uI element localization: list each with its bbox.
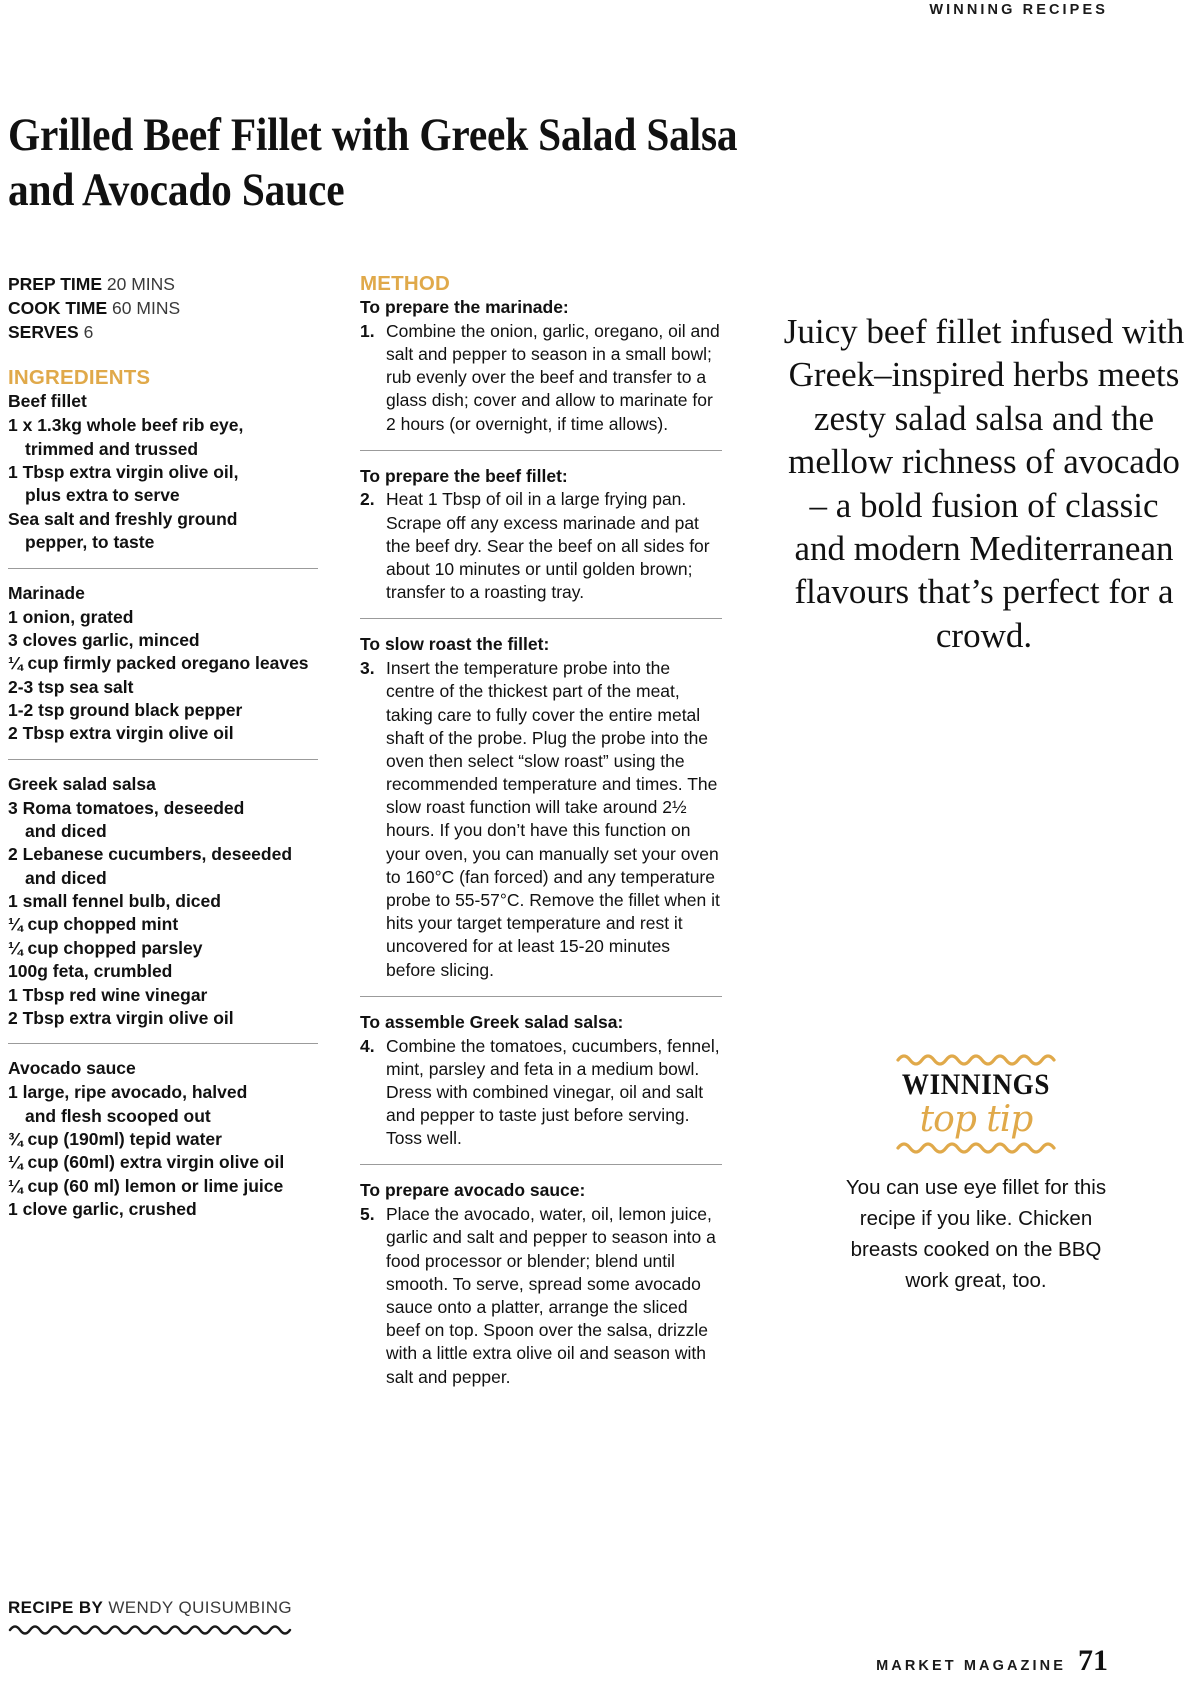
ingredient-item-line: 2-3 tsp sea salt <box>8 676 134 697</box>
ingredient-item-line: 1 x 1.3kg whole beef rib eye, <box>8 415 244 436</box>
wave-divider-credit-icon <box>8 1621 296 1635</box>
ingredient-item <box>8 913 318 936</box>
ingredient-item-line: and flesh scooped out <box>25 1105 211 1126</box>
method-heading: METHOD <box>360 272 451 295</box>
method-steps <box>360 296 722 1389</box>
ingredient-item-line: and diced <box>25 867 107 888</box>
ingredient-item-line: plus extra to serve <box>25 485 180 506</box>
ingredient-item <box>8 461 318 508</box>
pull-quote: Juicy beef fillet infused with Greek–inspired herbs meets zesty salad salsa and the mellow richness of avocado – a bold fusion of classic and modern Mediterranean flavours that’s perfect for a crowd. <box>783 312 1185 655</box>
ingredient-item <box>8 414 318 461</box>
ingredients-divider <box>8 759 318 760</box>
method-step-number: 2. <box>360 489 375 510</box>
ingredient-group-title: Greek salad salsa <box>8 773 156 794</box>
method-step-title: To prepare the marinade: <box>360 297 569 317</box>
ingredient-item-line: 2 Tbsp extra virgin olive oil <box>8 1007 234 1028</box>
ingredient-item-line: 1 large, ripe avocado, halved <box>8 1082 248 1103</box>
ingredient-item-line: Sea salt and freshly ground <box>8 508 238 529</box>
ingredient-item <box>8 699 318 722</box>
ingredient-item-line: 3 cloves garlic, minced <box>8 629 200 650</box>
method-step-body: Insert the temperature probe into the centre of the thickest part of the meat, taking care to fully cover the entire metal shaft of the probe. Plug the probe into the oven then select “slow roast” using the recommended temperature and times. The slow roast function will take around 2½ hours. If you don’t have this function on your oven, you can manually set your oven to 160°C (fan forced) and any temperature probe to 55-57°C. Remove the fillet when it hits your target temperature and rest it uncovered for at least 15-20 minutes before slicing. <box>386 658 720 980</box>
ingredients-column <box>8 272 318 1221</box>
ingredient-item-line: 1 Tbsp extra virgin olive oil, <box>8 462 239 483</box>
method-step-title: To prepare the beef fillet: <box>360 465 568 486</box>
prep-time-line <box>8 272 318 296</box>
serves-label: SERVES <box>8 322 79 343</box>
page-number: 71 <box>1078 1644 1108 1677</box>
page-title <box>8 108 800 217</box>
cook-time-line <box>8 296 318 320</box>
ingredient-item-line: ¼ cup firmly packed oregano leaves <box>8 653 309 674</box>
ingredient-item-line: pepper, to taste <box>25 532 155 553</box>
top-tip-script-label: top tip <box>919 1098 1033 1140</box>
method-step-title: To slow roast the fillet: <box>360 634 550 655</box>
wave-divider-bottom-icon <box>896 1138 1056 1154</box>
ingredient-item <box>8 1128 318 1151</box>
ingredient-item-line: ¼ cup chopped parsley <box>8 937 203 958</box>
running-head: WINNING RECIPES <box>929 2 1108 18</box>
ingredient-item <box>8 606 318 629</box>
content-columns <box>8 272 1192 1532</box>
method-step-body: Combine the onion, garlic, oregano, oil and salt and pepper to season in a small bowl; rub evenly over the beef and transfer to a glass dish; cover and allow to marinate for 2 hours (or overnight, if time allows). <box>386 320 720 434</box>
ingredient-item <box>8 937 318 960</box>
ingredient-item-line: 1-2 tsp ground black pepper <box>8 699 243 720</box>
ingredient-item-line: 100g feta, crumbled <box>8 961 173 982</box>
method-step-number: 1. <box>360 320 375 341</box>
serves-value: 6 <box>83 322 94 343</box>
ingredient-item <box>8 722 318 745</box>
page-title-line-1: Grilled Beef Fillet with Greek Salad Salsa <box>8 109 738 161</box>
ingredient-item-line: ¼ cup (60ml) extra virgin olive oil <box>8 1152 285 1173</box>
method-divider <box>360 996 722 997</box>
ingredients-divider <box>8 568 318 569</box>
ingredient-item-line: ¾ cup (190ml) tepid water <box>8 1128 222 1149</box>
ingredient-item <box>8 1175 318 1198</box>
ingredient-item-line: 1 small fennel bulb, diced <box>8 891 221 912</box>
method-step-title: To assemble Greek salad salsa: <box>360 1011 624 1032</box>
spacer <box>8 344 318 366</box>
ingredients-divider <box>8 1043 318 1044</box>
page-title-line-2: and Avocado Sauce <box>8 163 345 216</box>
ingredient-item <box>8 984 318 1007</box>
recipe-credit-line <box>8 1598 292 1617</box>
top-tip-brand: WINNINGS <box>901 1068 1051 1101</box>
ingredient-item-line: trimmed and trussed <box>25 438 199 459</box>
method-step-title: To prepare avocado sauce: <box>360 1180 586 1201</box>
ingredient-item-line: ¼ cup chopped mint <box>8 914 179 935</box>
prep-time-value: 20 MINS <box>106 274 175 294</box>
method-step <box>360 488 722 604</box>
ingredient-item-line: 2 Lebanese cucumbers, deseeded <box>8 844 293 865</box>
ingredient-item-line: ¼ cup (60 ml) lemon or lime juice <box>8 1175 284 1196</box>
ingredient-group-title: Marinade <box>8 582 85 603</box>
top-tip-text: You can use eye fillet for this recipe if you like. Chicken breasts cooked on the BBQ work great, too. <box>845 1175 1107 1292</box>
wave-divider-top-icon <box>896 1050 1056 1066</box>
ingredients-groups <box>8 390 318 1221</box>
method-step <box>360 657 722 982</box>
recipe-credit-label: RECIPE BY <box>8 1598 104 1617</box>
ingredient-item-line: 1 clove garlic, crushed <box>8 1199 197 1219</box>
ingredient-group-title: Beef fillet <box>8 391 87 412</box>
prep-time-label: PREP TIME <box>8 274 103 294</box>
ingredient-item-line: 3 Roma tomatoes, deseeded <box>8 797 245 818</box>
method-step-body: Place the avocado, water, oil, lemon juice, garlic and salt and pepper to season into a food processor or blender; blend until smooth. To serve, spread some avocado sauce onto a platter, arrange the sliced beef on top. Spoon over the salsa, drizzle with a little extra olive oil and season with salt and pepper. <box>386 1204 716 1387</box>
ingredient-item <box>8 1007 318 1030</box>
magazine-name: MARKET MAGAZINE <box>876 1658 1066 1674</box>
method-step-body: Heat 1 Tbsp of oil in a large frying pan. Scrape off any excess marinade and pat the beef dry. Sear the beef on all sides for about 10 minutes or until golden brown; transfer to a roasting tray. <box>386 489 710 603</box>
serves-line <box>8 320 318 344</box>
ingredient-item <box>8 890 318 913</box>
ingredient-item-line: and diced <box>25 821 107 841</box>
winnings-top-tip <box>768 1050 1184 1296</box>
recipe-credit-name: WENDY QUISUMBING <box>108 1598 293 1617</box>
method-step <box>360 1035 722 1151</box>
method-column <box>360 272 722 1389</box>
ingredient-item <box>8 629 318 652</box>
method-divider <box>360 1164 722 1165</box>
ingredient-item <box>8 508 318 555</box>
method-step-number: 4. <box>360 1035 375 1056</box>
method-step <box>360 1203 722 1389</box>
ingredient-item <box>8 1151 318 1174</box>
ingredient-group-title: Avocado sauce <box>8 1058 136 1079</box>
ingredient-item <box>8 652 318 675</box>
cook-time-value: 60 MINS <box>112 298 181 319</box>
ingredient-item <box>8 1081 318 1128</box>
ingredient-item <box>8 1198 318 1221</box>
ingredient-item-line: 2 Tbsp extra virgin olive oil <box>8 723 234 744</box>
side-column <box>776 272 1192 657</box>
ingredient-item <box>8 676 318 699</box>
ingredient-item <box>8 843 318 890</box>
method-step-number: 3. <box>360 658 375 679</box>
method-step-body: Combine the tomatoes, cucumbers, fennel, mint, parsley and feta in a medium bowl. Dress with combined vinegar, oil and salt and pepper to taste just before serving. Toss well. <box>386 1035 720 1149</box>
method-step <box>360 320 722 436</box>
ingredient-item <box>8 960 318 983</box>
ingredient-item-line: 1 onion, grated <box>8 606 134 627</box>
method-step-number: 5. <box>360 1204 375 1225</box>
page-footer <box>876 1644 1108 1677</box>
ingredients-heading: INGREDIENTS <box>8 366 151 390</box>
cook-time-label: COOK TIME <box>8 298 108 319</box>
method-divider <box>360 450 722 451</box>
recipe-credit <box>8 1598 296 1635</box>
ingredient-item-line: 1 Tbsp red wine vinegar <box>8 984 208 1005</box>
method-divider <box>360 618 722 619</box>
ingredient-item <box>8 797 318 844</box>
